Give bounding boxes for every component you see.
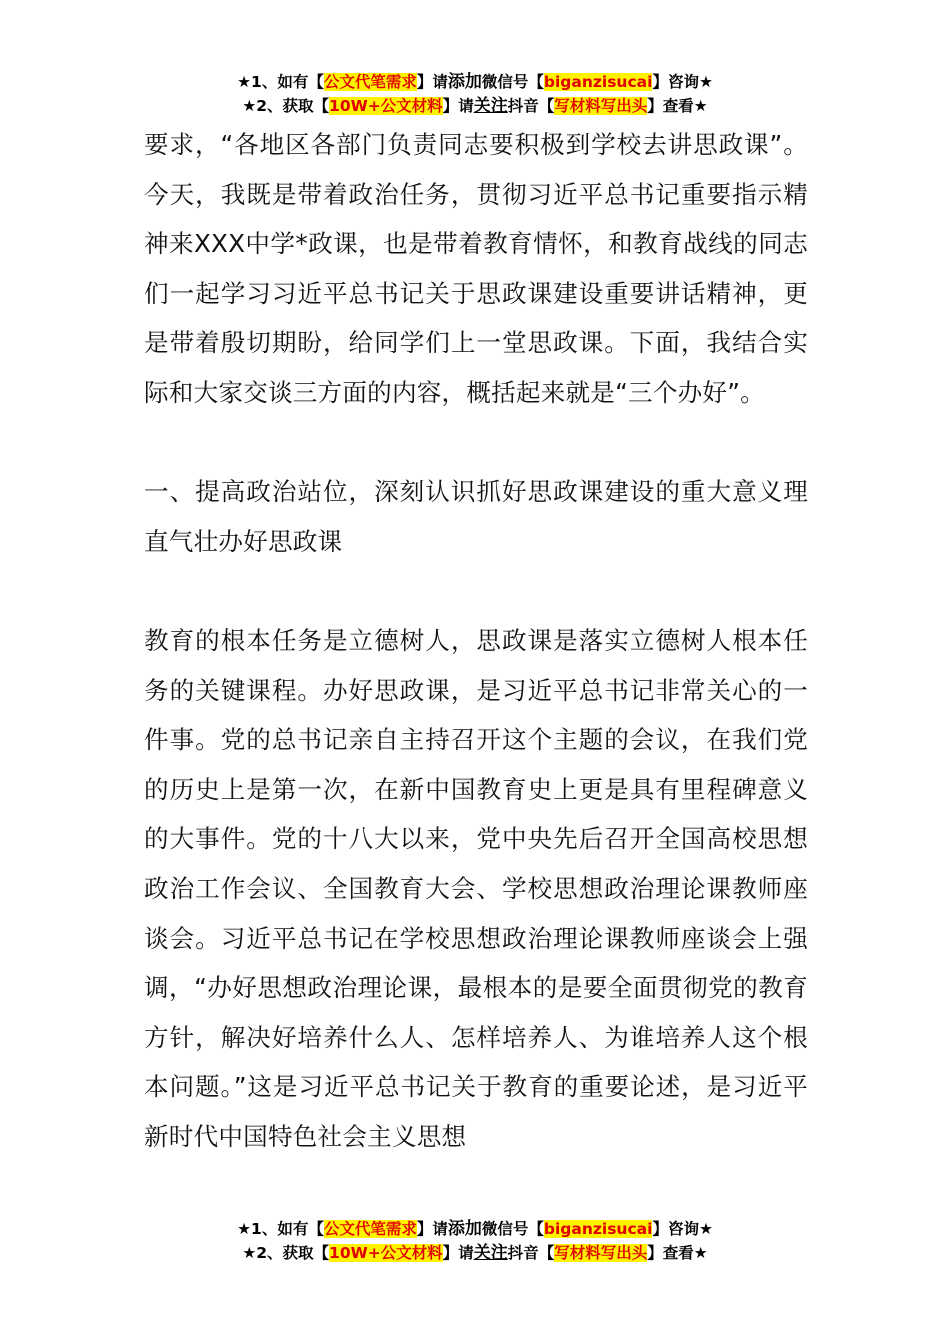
highlight-douyin-account: 写材料写出头	[554, 1244, 648, 1262]
footer-banner	[0, 1217, 950, 1265]
banner-line-1: ★1、如有【公文代笔需求】请添加微信号【biganzisucai】咨询★	[237, 1219, 713, 1239]
highlight-materials: 10W+公文材料	[329, 1244, 443, 1262]
banner-line-2: ★2、获取【10W+公文材料】请关注抖音【写材料写出头】查看★	[242, 96, 708, 116]
banner-line-1: ★1、如有【公文代笔需求】请添加微信号【biganzisucai】咨询★	[237, 72, 713, 92]
highlight-wechat-id: biganzisucai	[543, 1220, 653, 1238]
banner-line-2: ★2、获取【10W+公文材料】请关注抖音【写材料写出头】查看★	[242, 1243, 708, 1263]
highlight-wechat-id: biganzisucai	[543, 73, 653, 91]
highlight-douyin-account: 写材料写出头	[554, 97, 648, 115]
paragraph-body: 教育的根本任务是立德树人，思政课是落实立德树人根本任务的关键课程。办好思政课，是习近平总书记非常关心的一件事。党的总书记亲自主持召开这个主题的会议，在我们党的历史上是第一次，在新中国教育史上更是具有里程碑意义的大事件。党的十八大以来，党中央先后召开全国高校思想政治工作会议、全国教育大会、学校思想政治理论课教师座谈会。习近平总书记在学校思想政治理论课教师座谈会上强调，“办好思想政治理论课，最根本的是要全面贯彻党的教育方针，解决好培养什么人、怎样培养人、为谁培养人这个根本问题。”这是习近平总书记关于教育的重要论述，是习近平新时代中国特色社会主义思想	[144, 625, 808, 1151]
header-banner	[0, 70, 950, 118]
section-heading-1: 一、提高政治站位，深刻认识抓好思政课建设的重大意义理直气壮办好思政课	[144, 477, 808, 556]
document-body	[144, 120, 808, 1161]
highlight-materials: 10W+公文材料	[329, 97, 443, 115]
paragraph-spacer	[144, 566, 808, 616]
highlight-service: 公文代笔需求	[323, 1220, 417, 1238]
paragraph-spacer	[144, 418, 808, 468]
paragraph-intro: 要求，“各地区各部门负责同志要积极到学校去讲思政课”。今天，我既是带着政治任务，贯彻习近平总书记重要指示精神来XXX中学*政课，也是带着教育情怀，和教育战线的同志们一起学习习近平总书记关于思政课建设重要讲话精神，更是带着殷切期盼，给同学们上一堂思政课。下面，我结合实际和大家交谈三方面的内容，概括起来就是“三个办好”。	[144, 130, 808, 407]
highlight-service: 公文代笔需求	[323, 73, 417, 91]
